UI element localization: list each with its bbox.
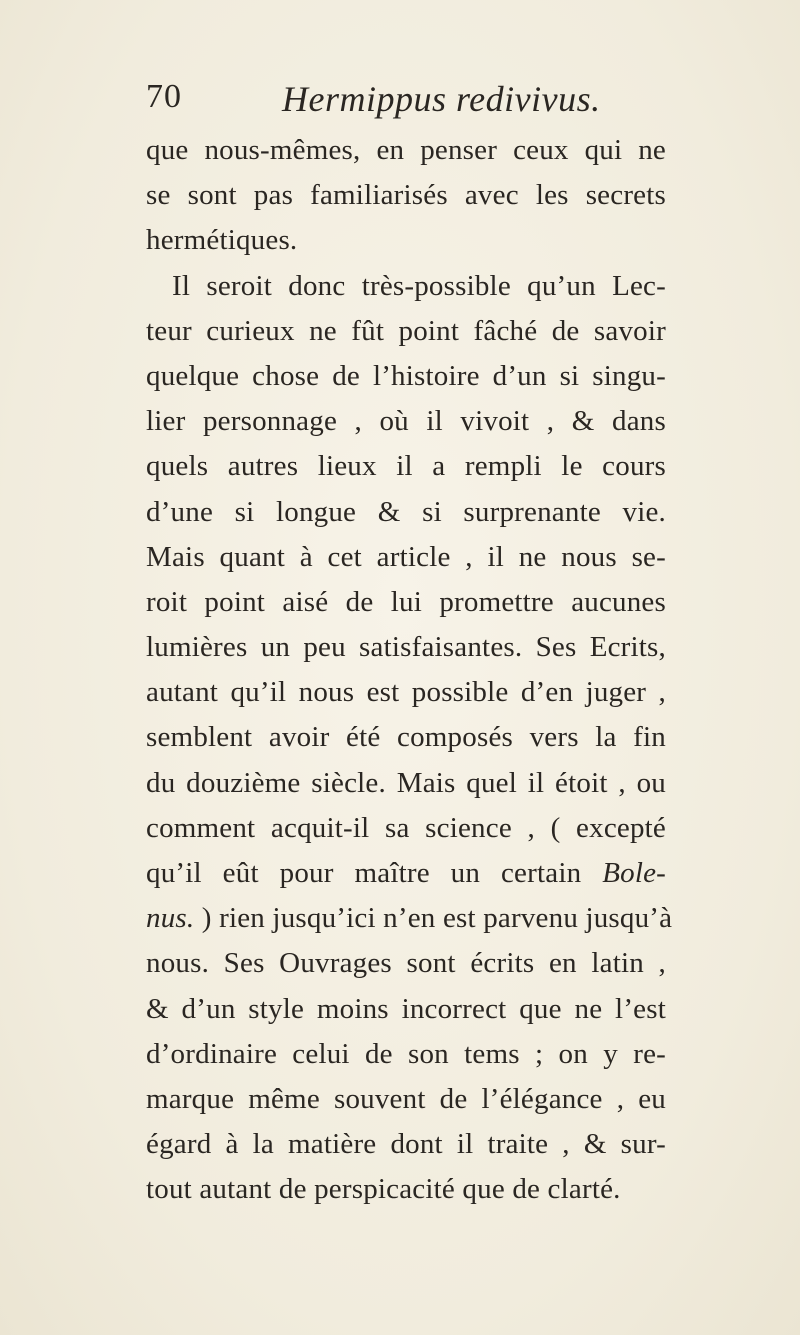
page-number: 70 <box>146 78 182 115</box>
text-line: Mais quant à cet article , il ne nous se- <box>146 540 666 573</box>
text-line: nous. Ses Ouvrages sont écrits en latin , <box>146 947 666 980</box>
text-line: autant qu’il nous est possible d’en juger , <box>146 676 666 709</box>
text-line-with-italic <box>146 851 666 896</box>
text-line: d’une si longue & si surprenante vie. <box>146 495 666 528</box>
text-line: lier personnage , où il vivoit , & dans <box>146 405 666 438</box>
text-line: teur curieux ne fût point fâché de savoir <box>146 314 666 347</box>
text-line: quelque chose de l’histoire d’un si singu- <box>146 359 666 392</box>
text-line: se sont pas familiarisés avec les secrets <box>146 179 666 212</box>
italic-name: nus. <box>146 902 195 935</box>
text-line: lumières un peu satisfaisantes. Ses Ecrits, <box>146 631 666 664</box>
text-line: semblent avoir été composés vers la fin <box>146 721 666 754</box>
text-line: & d’un style moins incorrect que ne l’est <box>146 992 666 1025</box>
running-head <box>146 78 706 128</box>
text-line: d’ordinaire celui de son tems ; on y re- <box>146 1037 666 1070</box>
text-line: marque même souvent de l’élégance , eu <box>146 1082 666 1115</box>
text-line: nus. ) rien jusqu’ici n’en est parvenu jusqu’à <box>146 902 673 935</box>
text-line: hermétiques. <box>146 224 298 257</box>
text-segment: qu’il eût pour maître un certain <box>146 857 582 889</box>
text-line: roit point aisé de lui promettre aucunes <box>146 585 666 618</box>
text-line: que nous-mêmes, en penser ceux qui ne <box>146 134 666 166</box>
text-line: du douzième siècle. Mais quel il étoit , ou <box>146 766 666 799</box>
text-line: comment acquit-il sa science , ( excepté <box>146 811 666 844</box>
running-title: Hermippus redivivus. <box>282 79 601 119</box>
text-line: égard à la matière dont il traite , & sur- <box>146 1128 666 1161</box>
text-line: tout autant de perspicacité que de clarté. <box>146 1173 621 1206</box>
text-line: Il seroit donc très-possible qu’un Lec- <box>172 269 666 302</box>
text-line: quels autres lieux il a rempli le cours <box>146 450 666 483</box>
body-text <box>146 128 673 1213</box>
italic-name: Bole- <box>602 857 667 889</box>
